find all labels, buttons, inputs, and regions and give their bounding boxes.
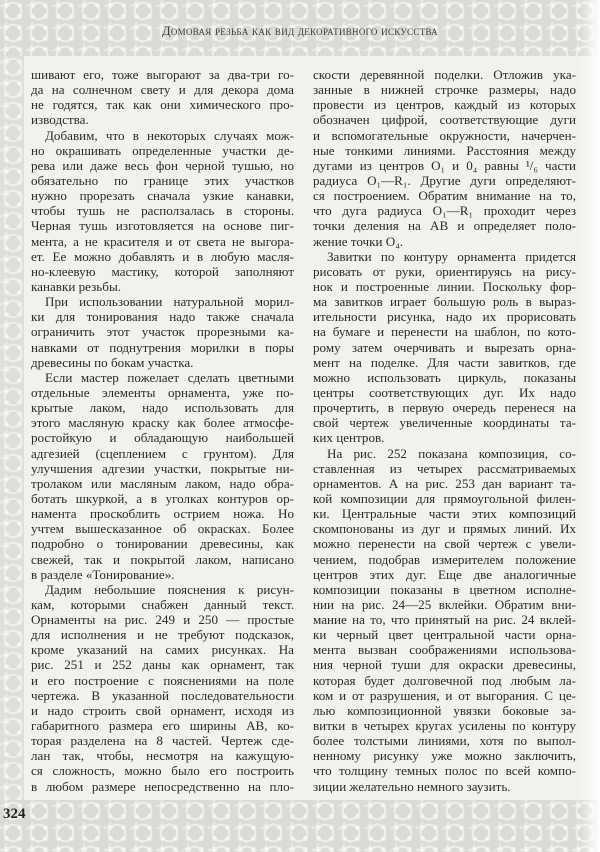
text-line: мент на поделке. Для части завитков, где	[313, 354, 576, 370]
text-line: кроме указаний на самих рисунках. На	[31, 642, 294, 658]
paragraph	[31, 582, 294, 794]
text-line: центры соответствующих дуг. Их надо	[313, 384, 576, 400]
text-line: ительности рисунка, надо их прорисовать	[313, 309, 576, 325]
text-line: ненному рисунку уже можно заключить,	[313, 748, 576, 764]
text-line: торая разделена на 8 частей. Чертеж сде-	[31, 733, 294, 749]
text-line: и вспомогательные окружности, начерчен-	[313, 127, 576, 143]
text-line: ки для тонирования надо также сначала	[31, 309, 294, 325]
text-line: не годятся, так как они химического про-	[31, 97, 294, 113]
text-line: На рис. 252 показана композиция, со-	[327, 445, 576, 461]
text-line: ки. Центральные части этих композиций	[313, 506, 576, 522]
text-line: ки черный цвет центральной части орна-	[313, 627, 576, 643]
paragraph	[31, 370, 294, 582]
text-line: лью композиционной увязки боковые за-	[313, 702, 576, 718]
text-line: композиции показаны в цветном исполне-	[313, 581, 576, 597]
text-line: ботать шкуркой, а в уголках контуров ор-	[31, 490, 294, 506]
text-line: габаритного размера его ширины AB, ко-	[31, 718, 294, 734]
paragraph	[313, 446, 576, 794]
text-line: рисовать от руки, ориентируясь на рису-	[313, 263, 576, 279]
text-line: точки деления на AB и определяет поло-	[313, 218, 576, 234]
paragraph	[313, 67, 576, 249]
text-line: нии на рис. 24—25 вклейки. Обратим вни-	[313, 596, 576, 612]
text-line: рева или даже весь фон черной тушью, но	[31, 157, 294, 173]
text-line: но окрашивать определенные участки де-	[31, 142, 294, 158]
text-line: зиции желательно немного заузить.	[313, 778, 511, 794]
text-line: ком и от разрушения, и от выгорания. С це-	[313, 687, 576, 703]
text-line: Черная тушь изготовляется на основе пиг-	[31, 218, 294, 234]
text-line: древесины по бокам участка.	[31, 354, 194, 370]
text-line: При использовании натуральной морил-	[45, 294, 294, 310]
text-line: можно перенести на свой чертеж с увели-	[313, 536, 576, 552]
text-line: жение точки O₄.	[313, 233, 404, 249]
text-line: более толстыми линиями, хотя по выпол-	[313, 733, 576, 749]
text-line: занные в нижней строчке размеры, надо	[313, 82, 576, 98]
page-number: 324	[3, 806, 26, 822]
text-line: изводства.	[31, 112, 89, 128]
text-line: адгезией (сцеплением с грунтом). Для	[31, 445, 294, 461]
text-line: ся сложность, можно было его построить	[31, 763, 294, 779]
text-line: ма завитков играет большую роль в выраз-	[313, 294, 576, 310]
text-line: можно использовать циркуль, показаны	[313, 369, 576, 385]
text-line: на бумаге и перенести на шаблон, по кото-	[313, 324, 576, 340]
decorative-ornament-left-border	[0, 56, 24, 800]
text-line: ограничить этот участок прорезными ка-	[31, 324, 294, 340]
text-line: которая будет долговечной под любым ла-	[313, 672, 576, 688]
paragraph	[31, 294, 294, 370]
text-line: ные тонкими линиями. Расстояния между	[313, 142, 576, 158]
text-line: тролаком или масляным лаком, надо обра-	[31, 475, 294, 491]
text-line: чертежа. В указанной последовательности	[31, 687, 294, 703]
text-line: ростойкую и обладающую наибольшей	[31, 430, 294, 446]
text-line: рис. 251 и 252 даны как орнамент, так	[31, 657, 294, 673]
text-line: но-клеевую мастику, которой заполняют	[31, 263, 294, 279]
text-line: нужно прорезать сначала узкие канавки,	[31, 188, 294, 204]
paragraph	[31, 128, 294, 295]
text-line: дугами из центров O₁ и 0₄ равны ¹/₆ части	[313, 157, 576, 173]
text-line: Завитки по контуру орнамента придется	[327, 248, 576, 264]
text-line: скости деревянной поделки. Отложив ука-	[313, 67, 576, 82]
text-line: да на солнечном свету и для декора дома	[31, 82, 294, 98]
text-line: крытые лаком, надо использовать для	[31, 400, 294, 416]
text-line: что дуга радиуса O₁—R₁ проходит через	[313, 203, 576, 219]
text-column-left	[31, 67, 294, 794]
text-line: мента вызван соображениями использова-	[313, 642, 576, 658]
text-line: мента, а не красителя и от света не выгора-	[31, 233, 294, 249]
page-edge	[580, 0, 600, 852]
text-line: обязательно по границе этих участков	[31, 172, 294, 188]
text-line: Если мастер пожелает сделать цветными	[45, 369, 294, 385]
running-header-title: Домовая резьба как вид декоративного искусства	[162, 24, 438, 38]
paragraph	[313, 249, 576, 446]
text-line: и его построение с пояснениями на поле	[31, 672, 294, 688]
text-line: учтем вышесказанное об окрасках. Более	[31, 521, 294, 537]
text-line: витки в четырех кругах усилены по контуру	[313, 718, 576, 734]
text-line: Орнаменты на рис. 249 и 250 — простые	[31, 612, 294, 628]
text-line: ких центров.	[313, 430, 385, 446]
text-line: в любом размере непосредственно на пло-	[31, 778, 294, 794]
text-line: что толщину темных полос по всей компо-	[313, 763, 576, 779]
text-line: шивают его, тоже выгорают за два-три го-	[31, 67, 294, 82]
text-line: этого масляную краску как более атмосфе-	[31, 415, 294, 431]
text-line: отдельные элементы орнамента, уже по-	[31, 384, 294, 400]
text-line: центров этих дуг. Еще две аналогичные	[313, 566, 576, 582]
text-line: канавки резьбы.	[31, 278, 122, 294]
text-line: лан так, чтобы, несмотря на кажущую-	[31, 748, 294, 764]
decorative-ornament-footer-border	[0, 800, 600, 852]
text-line: подробно о тонировании древесины, как	[31, 536, 294, 552]
text-line: провести из центров, каждый из которых	[313, 97, 576, 113]
text-line: и надо строить свой орнамент, исходя из	[31, 702, 294, 718]
text-line: свой чертеж увеличенные координаты та-	[313, 415, 576, 431]
text-line: кам, которыми снабжен данный текст.	[31, 596, 294, 612]
text-line: улучшения адгезии участки, покрытые ни-	[31, 460, 294, 476]
text-line: радиуса O₁—R₁. Другие дуги определяют-	[313, 172, 576, 188]
text-line: Добавим, что в некоторых случаях мож-	[45, 127, 294, 143]
paragraph	[31, 67, 294, 128]
text-line: мание на то, что принятый на рис. 24 вклей-	[313, 612, 576, 628]
text-line: для исполнения и не требуют подсказок,	[31, 627, 294, 643]
text-line: орнаментов. А на рис. 253 дан вариант та-	[313, 475, 576, 491]
text-line: кой композиции для прямоугольной филен-	[313, 490, 576, 506]
text-line: ния черной туши для окраски древесины,	[313, 657, 576, 673]
text-line: нок и построенные линии. Поскольку фор-	[313, 278, 576, 294]
text-line: Дадим небольшие пояснения к рисун-	[45, 581, 294, 597]
text-line: рому затем очерчивать и вырезать орна-	[313, 339, 576, 355]
text-line: ет. Ее можно добавлять и в любую масля-	[31, 248, 294, 264]
text-line: чением, подобрав измерителем положение	[313, 551, 576, 567]
text-line: прочертить, в первую очередь перенеся на	[313, 400, 576, 416]
text-line: скомпонованы из дуг и прямых линий. Их	[313, 521, 576, 537]
text-line: в разделе «Тонирование».	[31, 566, 175, 582]
text-line: навками от поднутрения морилки в поры	[31, 339, 294, 355]
text-line: ставленная из четырех рассматриваемых	[313, 460, 576, 476]
text-line: ся построением. Обратим внимание на то,	[313, 188, 576, 204]
text-line: намента проскоблить острием ножа. Но	[31, 506, 294, 522]
text-column-right	[313, 67, 576, 794]
text-line: чтобы тушь не расползалась в стороны.	[31, 203, 294, 219]
text-line: свежей, так и покрытой лаком, написано	[31, 551, 294, 567]
text-line: обозначен цифрой, соответствующие дуги	[313, 112, 576, 128]
